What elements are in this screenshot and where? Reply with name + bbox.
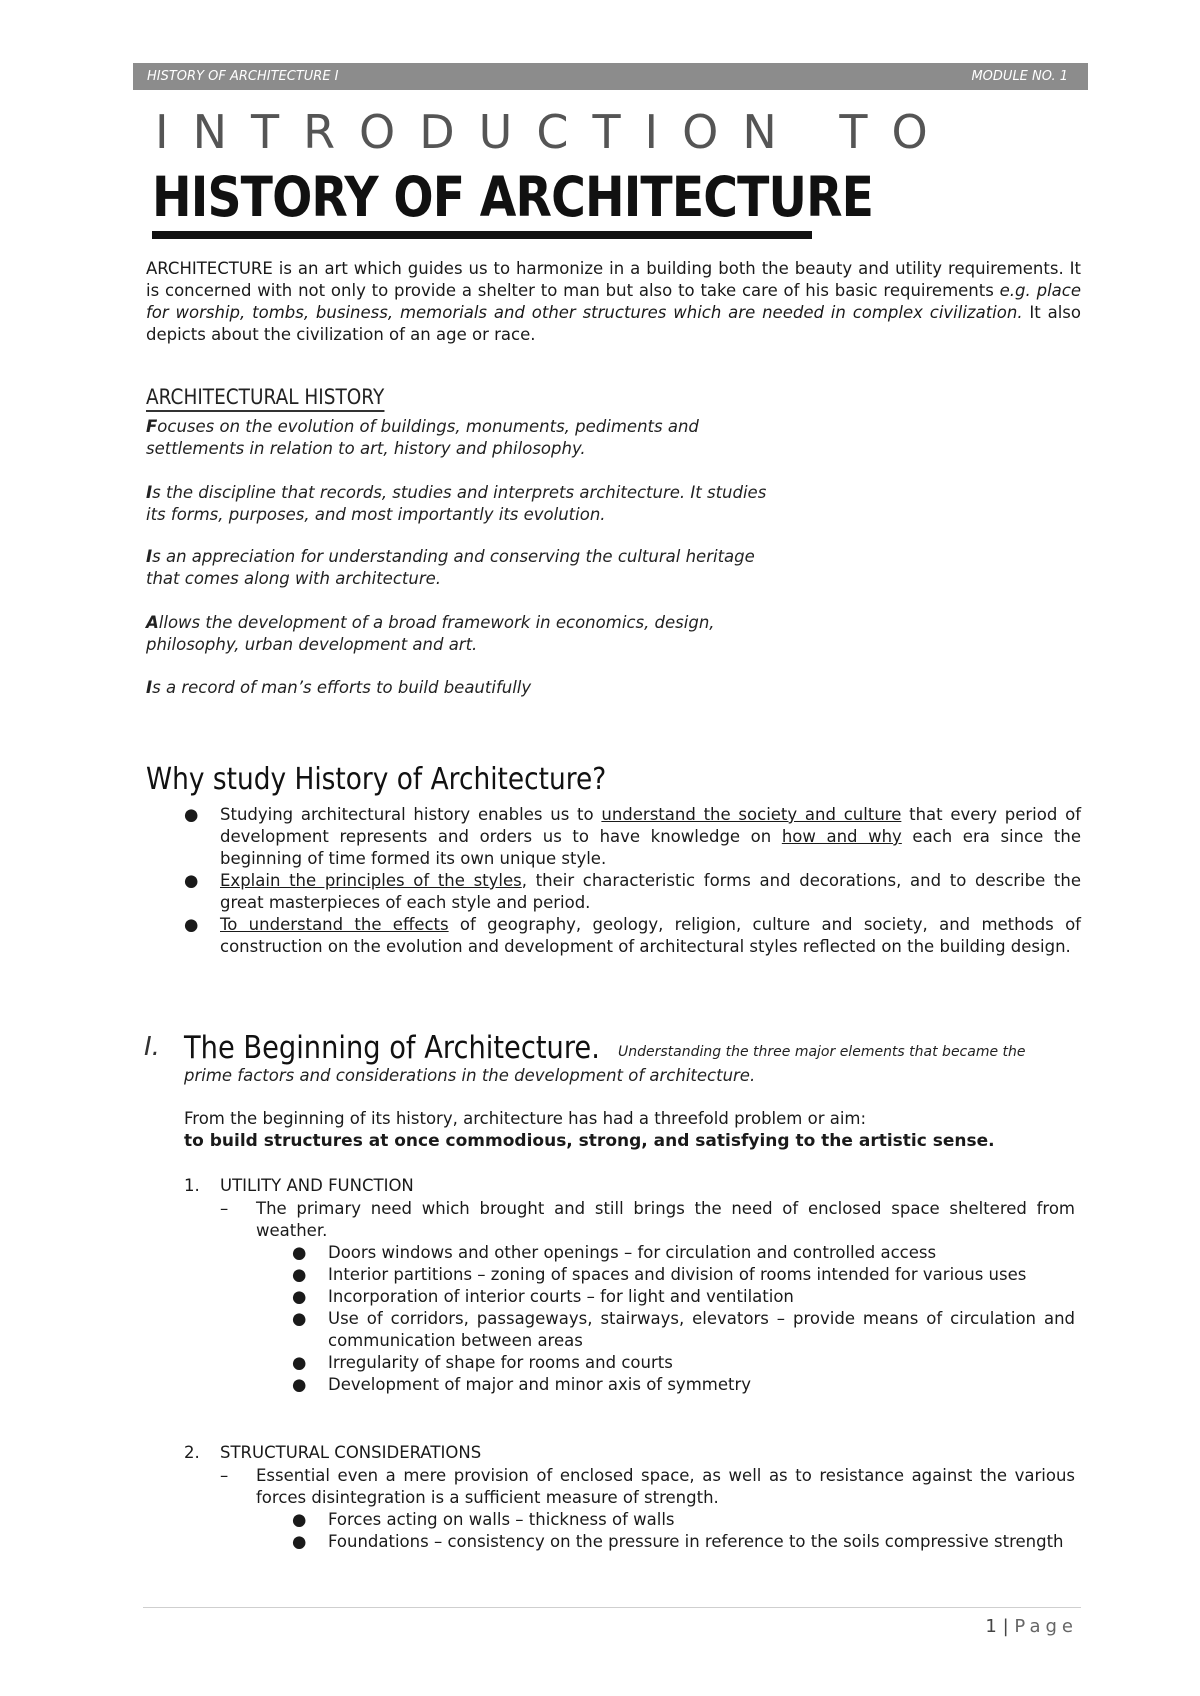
list-item [292, 1374, 1075, 1396]
page-title: HISTORY OF ARCHITECTURE [152, 165, 874, 229]
item-text: Incorporation of interior courts – for light and ventilation [328, 1287, 794, 1306]
bullet-icon: ● [292, 1510, 307, 1529]
heading-text: UTILITY AND FUNCTION [220, 1176, 414, 1195]
title-intro-line: INTRODUCTION TO [155, 105, 952, 159]
item-text: llows the development of a broad framework in economics, design, philosophy, urban development and art. [146, 613, 715, 654]
bullet-icon: ● [184, 871, 199, 890]
bullet-text: that every period of development represents and orders us to have knowledge on [220, 805, 1082, 846]
bullet-icon: ● [184, 805, 199, 824]
utility-heading [184, 1176, 414, 1195]
bullet-text: each era since the beginning of time formed its own unique style. [220, 827, 1081, 868]
aim-statement: From the beginning of its history, architecture has had a threefold problem or aim: [184, 1109, 867, 1128]
list-item [292, 1308, 1075, 1352]
list-item [292, 1286, 1075, 1308]
list-item [292, 1264, 1075, 1286]
bullet-icon: ● [292, 1375, 307, 1394]
utility-description [220, 1198, 1075, 1242]
beginning-heading: The Beginning of Architecture. [184, 1030, 600, 1066]
item-text: Development of major and minor axis of symmetry [328, 1375, 752, 1394]
list-item [292, 1352, 1075, 1374]
page-number: 1 [985, 1616, 997, 1637]
item-text: Foundations – consistency on the pressure in reference to the soils compressive strength [328, 1532, 1064, 1551]
item-text: Use of corridors, passageways, stairways, elevators – provide means of circulation and communication between areas [328, 1309, 1075, 1350]
title-underline-rule [152, 231, 812, 239]
footer-separator: | [1002, 1616, 1009, 1637]
item-text: s an appreciation for understanding and conserving the cultural heritage that comes along with architecture. [146, 547, 755, 588]
intro-text-2: It also depicts about the civilization of an age or race. [146, 303, 1081, 344]
beginning-subtitle-continued: prime factors and considerations in the development of architecture. [184, 1066, 756, 1085]
item-text: s the discipline that records, studies and interprets architecture. It studies its forms, purposes, and most importantly its evolution. [146, 483, 767, 524]
item-initial: A [146, 613, 159, 632]
underlined-text: To understand the effects [220, 915, 449, 934]
list-item [146, 804, 1081, 870]
header-course-title: HISTORY OF ARCHITECTURE I [147, 69, 339, 84]
intro-text-1: ARCHITECTURE is an art which guides us to harmonize in a building both the beauty and utility requirements. It is concerned with not only to provide a shelter to man but also to take care of his basic requirements [146, 259, 1081, 300]
arch-history-item [146, 482, 786, 526]
bullet-icon: ● [184, 915, 199, 934]
bullet-icon: ● [292, 1265, 307, 1284]
item-text: Irregularity of shape for rooms and courts [328, 1353, 673, 1372]
item-initial: I [146, 678, 153, 697]
item-text: Forces acting on walls – thickness of walls [328, 1510, 675, 1529]
heading-text: STRUCTURAL CONSIDERATIONS [220, 1443, 482, 1462]
item-text: s a record of man’s efforts to build beautifully [152, 678, 532, 697]
item-text: Doors windows and other openings – for circulation and controlled access [328, 1243, 937, 1262]
bullet-text: , their characteristic forms and decorations, and to describe the great masterpieces of each style and period. [220, 871, 1082, 912]
bullet-icon: ● [292, 1287, 307, 1306]
section-numeral: I. [144, 1032, 160, 1062]
description-text: Essential even a mere provision of enclosed space, as well as to resistance against the various forces disintegration is a sufficient measure of strength. [256, 1466, 1075, 1507]
intro-text-italic: e.g. place for worship, tombs, business, memorials and other structures which are needed in complex civilization. [146, 281, 1081, 322]
item-initial: F [146, 417, 158, 436]
arch-history-item [146, 546, 786, 590]
description-text: The primary need which brought and still brings the need of enclosed space sheltered from weather. [256, 1199, 1075, 1240]
bullet-icon: ● [292, 1353, 307, 1372]
item-initial: I [146, 547, 153, 566]
item-text: ocuses on the evolution of buildings, monuments, pediments and settlements in relation to art, history and philosophy. [146, 417, 699, 458]
item-number: 1. [184, 1176, 200, 1195]
utility-list [292, 1242, 1075, 1396]
bullet-text: Studying architectural history enables us to [220, 805, 602, 824]
arch-history-item [146, 416, 786, 460]
list-item [146, 914, 1081, 958]
list-item [146, 870, 1081, 914]
structural-heading [184, 1443, 481, 1462]
why-study-heading: Why study History of Architecture? [146, 762, 607, 797]
list-item [292, 1531, 1075, 1553]
structural-list [292, 1509, 1075, 1553]
underlined-text: understand the society and culture [601, 805, 902, 824]
arch-history-item [146, 612, 786, 656]
dash-icon: – [220, 1466, 229, 1485]
structural-description [220, 1465, 1075, 1509]
bullet-text: of geography, geology, religion, culture and society, and methods of construction on the evolution and development of architectural styles reflected on the building design. [220, 915, 1081, 956]
beginning-subtitle: Understanding the three major elements that became the [618, 1044, 1026, 1060]
architectural-history-heading: ARCHITECTURAL HISTORY [146, 385, 384, 412]
item-text: Interior partitions – zoning of spaces and division of rooms intended for various uses [328, 1265, 1027, 1284]
underlined-text: Explain the principles of the styles [220, 871, 522, 890]
running-header [133, 63, 1088, 90]
aim-statement-bold: to build structures at once commodious, strong, and satisfying to the artistic sense. [184, 1131, 995, 1151]
bullet-icon: ● [292, 1309, 307, 1328]
underlined-text: how and why [781, 827, 902, 846]
item-initial: I [146, 483, 153, 502]
item-number: 2. [184, 1443, 200, 1462]
bullet-icon: ● [292, 1532, 307, 1551]
bullet-icon: ● [292, 1243, 307, 1262]
why-study-list [146, 804, 1081, 958]
page-footer [985, 1616, 1078, 1637]
page-label: Page [1014, 1616, 1078, 1637]
header-module-number: MODULE NO. 1 [971, 69, 1068, 84]
footer-divider [143, 1607, 1081, 1608]
arch-history-item [146, 677, 786, 699]
list-item [292, 1509, 1075, 1531]
dash-icon: – [220, 1199, 229, 1218]
intro-paragraph [146, 258, 1081, 346]
list-item [292, 1242, 1075, 1264]
